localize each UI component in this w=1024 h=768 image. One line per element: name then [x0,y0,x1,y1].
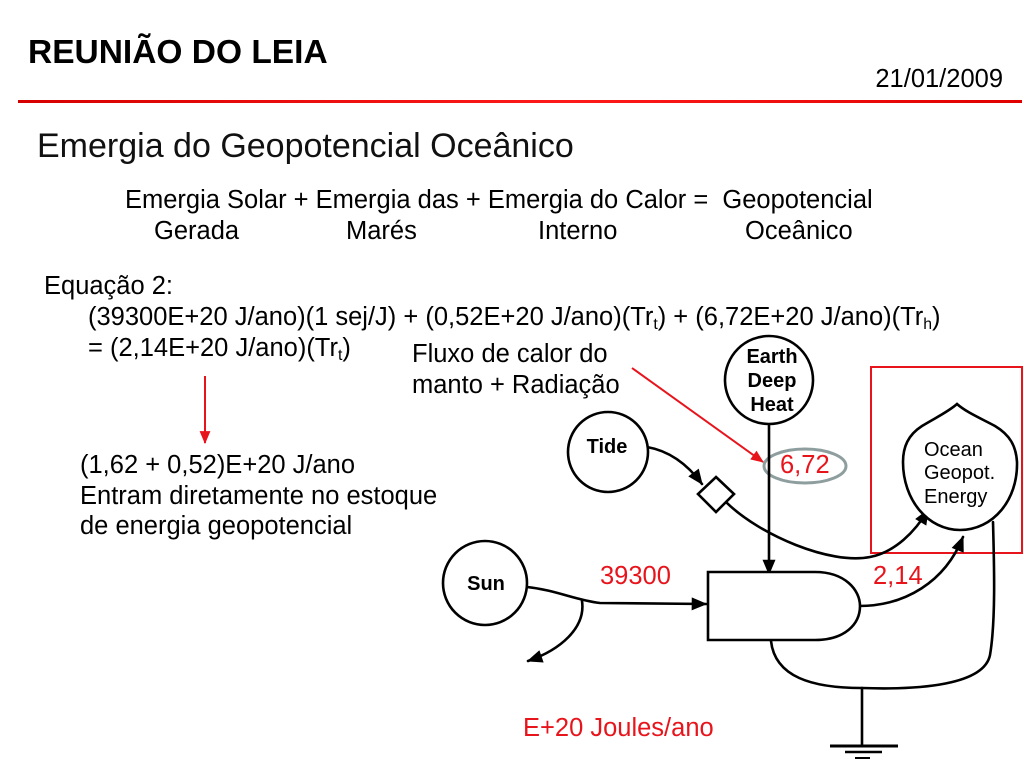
heat-flow-callout-line: manto + Radiação [412,371,620,399]
equation-line-1 [88,303,941,334]
equation-line-2 [88,334,351,365]
word-equation-sublabel-result: Oceânico [745,217,853,245]
sun-source-label: Sun [467,573,505,595]
earth-source-label: Deep [747,370,797,392]
storage-note-line: de energia geopotencial [80,512,353,540]
word-equation-sublabel-solar: Gerada [154,217,240,245]
equation-subscript: h [923,316,933,334]
storage-note-line: Entram diretamente no estoque [80,482,438,510]
interaction-block [708,572,860,640]
storage-label: Geopot. [924,462,996,484]
header-title: REUNIÃO DO LEIA [28,34,328,71]
equation-term: (39300E+20 J/ano)(1 sej/J) + (0,52E+20 J/ano)(Tr [88,303,654,331]
earth-source-label: Earth [746,346,798,368]
header-divider [18,100,1022,103]
equation-term: ) [342,334,351,362]
slide-title: Emergia do Geopotencial Oceânico [37,127,574,165]
flow-value-to-storage: 2,14 [873,562,923,590]
equation-term: ) [932,303,941,331]
flow-interaction-to-sink [771,641,862,688]
storage-note-line: (1,62 + 0,52)E+20 J/ano [80,451,356,479]
equation-subscript: t [653,316,658,334]
units-label: E+20 Joules/ano [523,714,714,742]
flow-sun-unused [528,601,582,661]
flow-value-deep-heat: 6,72 [780,451,830,479]
flow-tide-to-switch [647,447,702,484]
storage-label: Energy [924,486,988,508]
equation-subscript: t [337,347,343,365]
flow-value-solar: 39300 [600,562,671,590]
word-equation-line: Emergia Solar + Emergia das + Emergia do Calor = Geopotencial [125,186,873,214]
flow-switch-to-storage [727,503,928,558]
tide-switch-diamond [698,477,734,512]
equation-term: ) + (6,72E+20 J/ano)(Tr [657,303,924,331]
heat-flow-callout-line: Fluxo de calor do [412,340,608,368]
header-date: 21/01/2009 [875,65,1003,93]
equation-term: = (2,14E+20 J/ano)(Tr [88,334,338,362]
heat-sink-ground-icon [830,746,898,758]
equation-label: Equação 2: [44,272,174,300]
word-equation-sublabel-heat: Interno [538,217,618,245]
tide-source-label: Tide [586,436,628,458]
word-equation-sublabel-tide: Marés [346,217,417,245]
storage-label: Ocean [924,439,983,461]
earth-source-label: Heat [750,394,794,416]
